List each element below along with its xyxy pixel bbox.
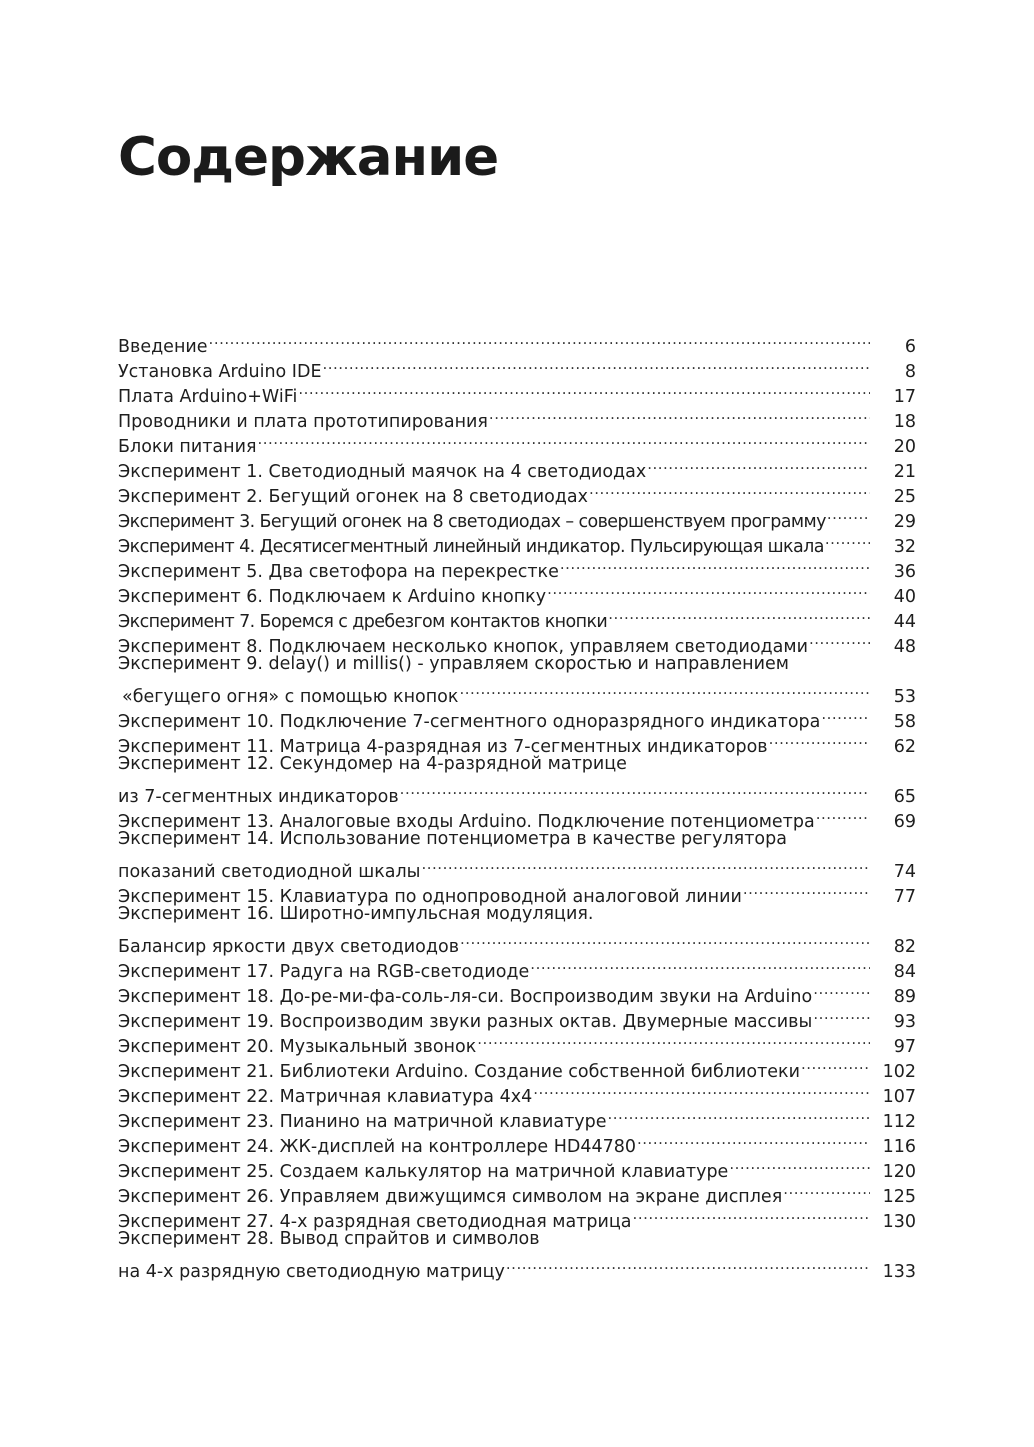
toc-page-number: 97 [893,1037,916,1057]
toc-page-number: 25 [893,487,916,507]
dot-leader [459,927,870,952]
toc-page-number: 32 [893,537,916,557]
toc-page-number: 89 [893,987,916,1007]
toc-entry-title: Балансир яркости двух светодиодов [118,937,460,957]
toc-entry-line [118,852,916,882]
toc-page-number: 17 [893,387,916,407]
dot-leader [297,377,870,402]
toc-page-number: 125 [882,1187,916,1207]
toc-entry-title: Эксперимент 15. Клавиатура по однопроводной аналоговой линии [118,887,742,907]
toc-entry-line-continued [118,752,916,777]
toc-entry-line [118,1252,916,1282]
toc-page-number: 29 [893,512,916,532]
toc-page-number: 48 [893,637,916,657]
toc-page-number: 53 [893,687,916,707]
toc-entry-title: Установка Arduino IDE [118,362,322,382]
toc-page-number: 21 [893,462,916,482]
toc-entry-title: Эксперимент 18. До-ре-ми-фа-соль-ля-си. Воспроизводим звуки на Arduino [118,987,813,1007]
dot-leader [505,1252,870,1277]
dot-leader [607,602,870,627]
toc-entry-title: Эксперимент 5. Два светофора на перекрестке [118,562,559,582]
dot-leader [824,527,870,552]
dot-leader [800,1052,870,1077]
dot-leader [607,1102,870,1127]
dot-leader [421,852,871,877]
toc-entry-title: показаний светодиодной шкалы [118,862,421,882]
page-title: Содержание [118,127,499,188]
dot-leader [208,327,870,352]
toc-page-number: 69 [893,812,916,832]
toc-entry-title: Введение [118,337,208,357]
toc-page-number: 44 [893,612,916,632]
toc-entry-title: из 7-сегментных индикаторов [118,787,399,807]
toc-page-number: 116 [882,1137,916,1157]
toc-entry-title: Эксперимент 8. Подключаем несколько кнопок, управляем светодиодами [118,637,808,657]
dot-leader [646,452,870,477]
dot-leader [815,802,870,827]
dot-leader [399,777,870,802]
toc-entry-title: Эксперимент 9. delay() и millis() - управляем скоростью и направлением [118,654,789,674]
toc-page-number: 93 [893,1012,916,1032]
dot-leader [488,402,870,427]
toc-entry [118,327,916,357]
dot-leader [532,1077,870,1102]
dot-leader [826,502,870,527]
toc-entry-title: Эксперимент 16. Широтно-импульсная модуляция. [118,904,594,924]
toc-page-number: 102 [882,1062,916,1082]
toc-entry-title: на 4-х разрядную светодиодную матрицу [118,1262,505,1282]
toc-entry-title: Эксперимент 23. Пианино на матричной клавиатуре [118,1112,607,1132]
toc-page-number: 40 [893,587,916,607]
toc-entry-title: Эксперимент 13. Аналоговые входы Arduino. Подключение потенциометра [118,812,815,832]
dot-leader [546,577,870,602]
toc-entry-title: Блоки питания [118,437,257,457]
dot-leader [559,552,870,577]
dot-leader [476,1027,870,1052]
toc-entry-line [118,677,916,707]
dot-leader [636,1127,870,1152]
toc-entry [118,1227,916,1282]
toc-entry-title: Эксперимент 27. 4-х разрядная светодиодная матрица [118,1212,632,1232]
toc-page-number: 107 [882,1087,916,1107]
table-of-contents [118,327,916,1282]
toc-page-number: 20 [893,437,916,457]
toc-entry-line [118,327,916,357]
dot-leader [812,1002,870,1027]
dot-leader [458,677,870,702]
toc-entry-line-continued [118,902,916,927]
toc-entry-title: Эксперимент 7. Боремся с дребезгом контактов кнопки [118,612,608,632]
toc-entry-title: Плата Arduino+WiFi [118,387,298,407]
toc-entry-title: Эксперимент 17. Радуга на RGB-светодиоде [118,962,530,982]
toc-page-number: 77 [893,887,916,907]
toc-entry-title: Эксперимент 10. Подключение 7-сегментного одноразрядного индикатора [118,712,821,732]
toc-entry-title: Эксперимент 19. Воспроизводим звуки разных октав. Двумерные массивы [118,1012,813,1032]
toc-page-number: 82 [893,937,916,957]
dot-leader [728,1152,870,1177]
toc-entry-line [118,777,916,807]
toc-page-number: 8 [904,362,916,382]
toc-entry [118,902,916,957]
toc-entry [118,752,916,807]
dot-leader [529,952,870,977]
dot-leader [812,977,870,1002]
toc-entry-title: Эксперимент 2. Бегущий огонек на 8 светодиодах [118,487,588,507]
toc-page-number: 130 [882,1212,916,1232]
toc-entry-title: Эксперимент 28. Вывод спрайтов и символов [118,1229,540,1249]
toc-entry-title: Эксперимент 20. Музыкальный звонок [118,1037,477,1057]
toc-entry-title: Эксперимент 24. ЖК-дисплей на контроллере HD44780 [118,1137,637,1157]
dot-leader [820,702,870,727]
toc-entry-title: Эксперимент 26. Управляем движущимся символом на экране дисплея [118,1187,783,1207]
dot-leader [632,1202,870,1227]
toc-entry-title: Эксперимент 4. Десятисегментный линейный индикатор. Пульсирующая шкала [118,537,824,557]
toc-page-number: 6 [904,337,916,357]
toc-page-number: 112 [882,1112,916,1132]
toc-entry-line-continued [118,1227,916,1252]
toc-entry-title: Эксперимент 3. Бегущий огонек на 8 светодиодах – совершенствуем программу [118,512,826,532]
toc-page-number: 58 [893,712,916,732]
toc-page-number: 62 [893,737,916,757]
toc-entry-title: Эксперимент 11. Матрица 4-разрядная из 7-сегментных индикаторов [118,737,768,757]
toc-entry-title: Эксперимент 6. Подключаем к Arduino кнопку [118,587,547,607]
toc-page-number: 133 [882,1262,916,1282]
toc-page-number: 18 [893,412,916,432]
toc-entry-title: «бегущего огня» с помощью кнопок [122,687,459,707]
dot-leader [742,877,870,902]
toc-page-number: 120 [882,1162,916,1182]
dot-leader [768,727,870,752]
dot-leader [782,1177,870,1202]
toc-entry-line [118,352,916,382]
toc-page-number: 74 [893,862,916,882]
dot-leader [588,477,870,502]
toc-entry-title: Эксперимент 25. Создаем калькулятор на матричной клавиатуре [118,1162,729,1182]
dot-leader [256,427,870,452]
toc-page-number: 36 [893,562,916,582]
toc-entry-title: Эксперимент 14. Использование потенциометра в качестве регулятора [118,829,787,849]
toc-entry-title: Проводники и плата прототипирования [118,412,488,432]
toc-entry-title: Эксперимент 1. Светодиодный маячок на 4 светодиодах [118,462,647,482]
dot-leader [808,627,870,652]
toc-entry-title: Эксперимент 12. Секундомер на 4-разрядной матрице [118,754,627,774]
dot-leader [322,352,871,377]
toc-page-number: 65 [893,787,916,807]
toc-entry-line [118,927,916,957]
toc-page-number: 84 [893,962,916,982]
toc-entry-title: Эксперимент 21. Библиотеки Arduino. Создание собственной библиотеки [118,1062,800,1082]
toc-entry [118,352,916,382]
toc-entry-title: Эксперимент 22. Матричная клавиатура 4x4 [118,1087,533,1107]
